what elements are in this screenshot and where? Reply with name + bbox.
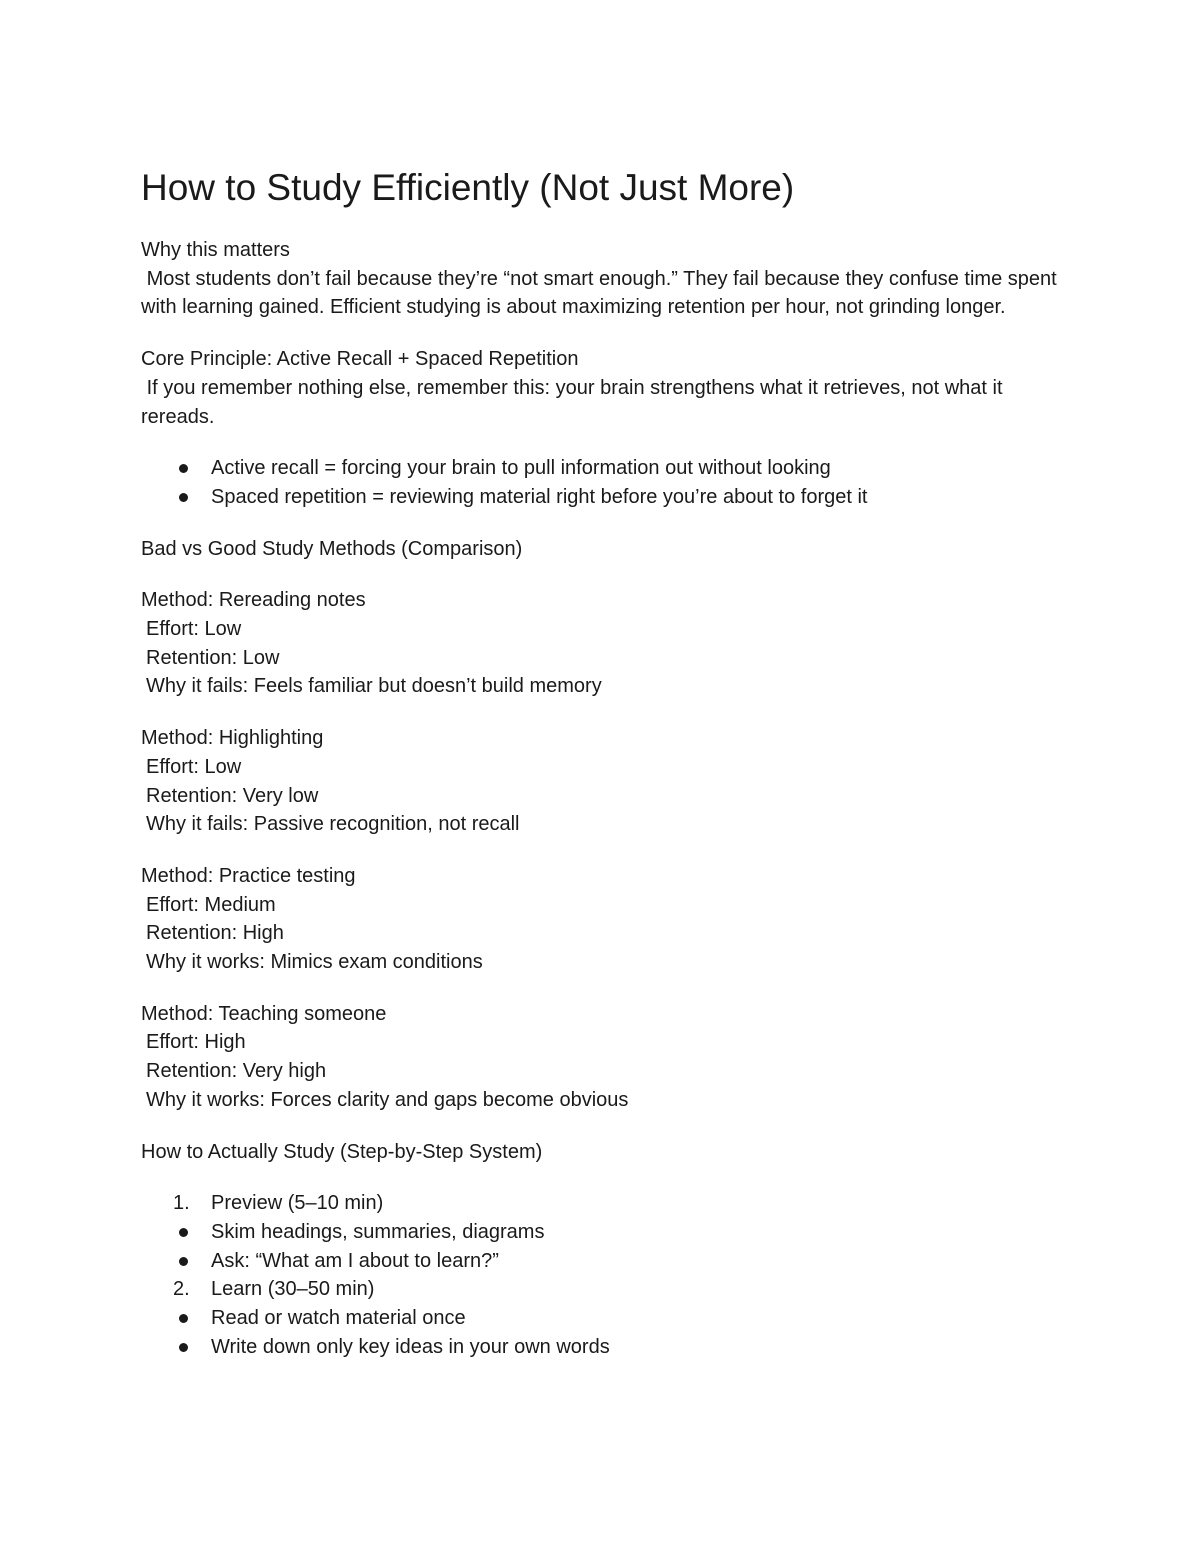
core-text: If you remember nothing else, remember this: your brain strengthens what it retrieves, not what it rereads.: [141, 376, 1009, 428]
document-title: How to Study Efficiently (Not Just More): [141, 167, 795, 208]
why-section: [141, 236, 1061, 322]
list-item: [141, 1333, 1061, 1362]
core-bullet-list: [141, 454, 1061, 511]
list-number: 2.: [173, 1278, 190, 1301]
bullet-icon: [179, 1257, 188, 1266]
why-text: Most students don’t fail because they’re “not smart enough.” They fail because they confuse time spent with learning gained. Efficient studying is about maximizing retention per hour, not grinding longer.: [141, 267, 1063, 319]
method-effort: Effort: High: [146, 1031, 246, 1054]
steps-section: [141, 1138, 1061, 1362]
bullet-icon: [179, 1343, 188, 1352]
list-item-text: Spaced repetition = reviewing material right before you’re about to forget it: [211, 485, 868, 508]
method-name: Method: Practice testing: [141, 864, 356, 887]
core-section: [141, 345, 1061, 512]
method-block: [141, 724, 1061, 839]
list-item: [141, 483, 1061, 512]
core-heading: Core Principle: Active Recall + Spaced Repetition: [141, 348, 579, 371]
steps-heading: How to Actually Study (Step-by-Step System): [141, 1140, 543, 1163]
method-name: Method: Teaching someone: [141, 1002, 387, 1025]
list-item: [141, 1304, 1061, 1333]
comparison-heading: Bad vs Good Study Methods (Comparison): [141, 537, 523, 560]
method-why: Why it works: Mimics exam conditions: [146, 951, 483, 974]
bullet-icon: [179, 1314, 188, 1323]
list-item-text: Skim headings, summaries, diagrams: [211, 1220, 545, 1243]
steps-list: [141, 1189, 1061, 1361]
list-item: [141, 1189, 1061, 1218]
list-item-text: Write down only key ideas in your own words: [211, 1335, 610, 1358]
method-why: Why it fails: Passive recognition, not recall: [146, 813, 520, 836]
method-effort: Effort: Low: [146, 755, 242, 778]
method-retention: Retention: Very low: [146, 784, 319, 807]
list-item: [141, 454, 1061, 483]
list-item-text: Active recall = forcing your brain to pull information out without looking: [211, 457, 831, 480]
method-name: Method: Rereading notes: [141, 589, 366, 612]
method-block: [141, 862, 1061, 977]
list-item: [141, 1218, 1061, 1247]
why-heading: Why this matters: [141, 239, 290, 261]
method-retention: Retention: Very high: [146, 1060, 327, 1083]
method-name: Method: Highlighting: [141, 727, 324, 750]
bullet-icon: [179, 1228, 188, 1237]
comparison-section: [141, 535, 1061, 1115]
document-page: [141, 166, 1061, 1362]
bullet-icon: [179, 464, 188, 473]
method-effort: Effort: Medium: [146, 893, 276, 916]
list-item-text: Learn (30–50 min): [211, 1278, 375, 1301]
method-block: [141, 1000, 1061, 1115]
method-retention: Retention: High: [146, 922, 284, 945]
method-why: Why it fails: Feels familiar but doesn’t build memory: [146, 675, 602, 698]
method-block: [141, 586, 1061, 701]
method-retention: Retention: Low: [146, 646, 280, 669]
method-why: Why it works: Forces clarity and gaps become obvious: [146, 1088, 629, 1111]
list-item-text: Preview (5–10 min): [211, 1192, 384, 1215]
list-item-text: Ask: “What am I about to learn?”: [211, 1249, 499, 1272]
list-number: 1.: [173, 1192, 190, 1215]
method-effort: Effort: Low: [146, 618, 242, 641]
list-item: [141, 1247, 1061, 1276]
bullet-icon: [179, 493, 188, 502]
list-item: [141, 1275, 1061, 1304]
list-item-text: Read or watch material once: [211, 1307, 466, 1330]
